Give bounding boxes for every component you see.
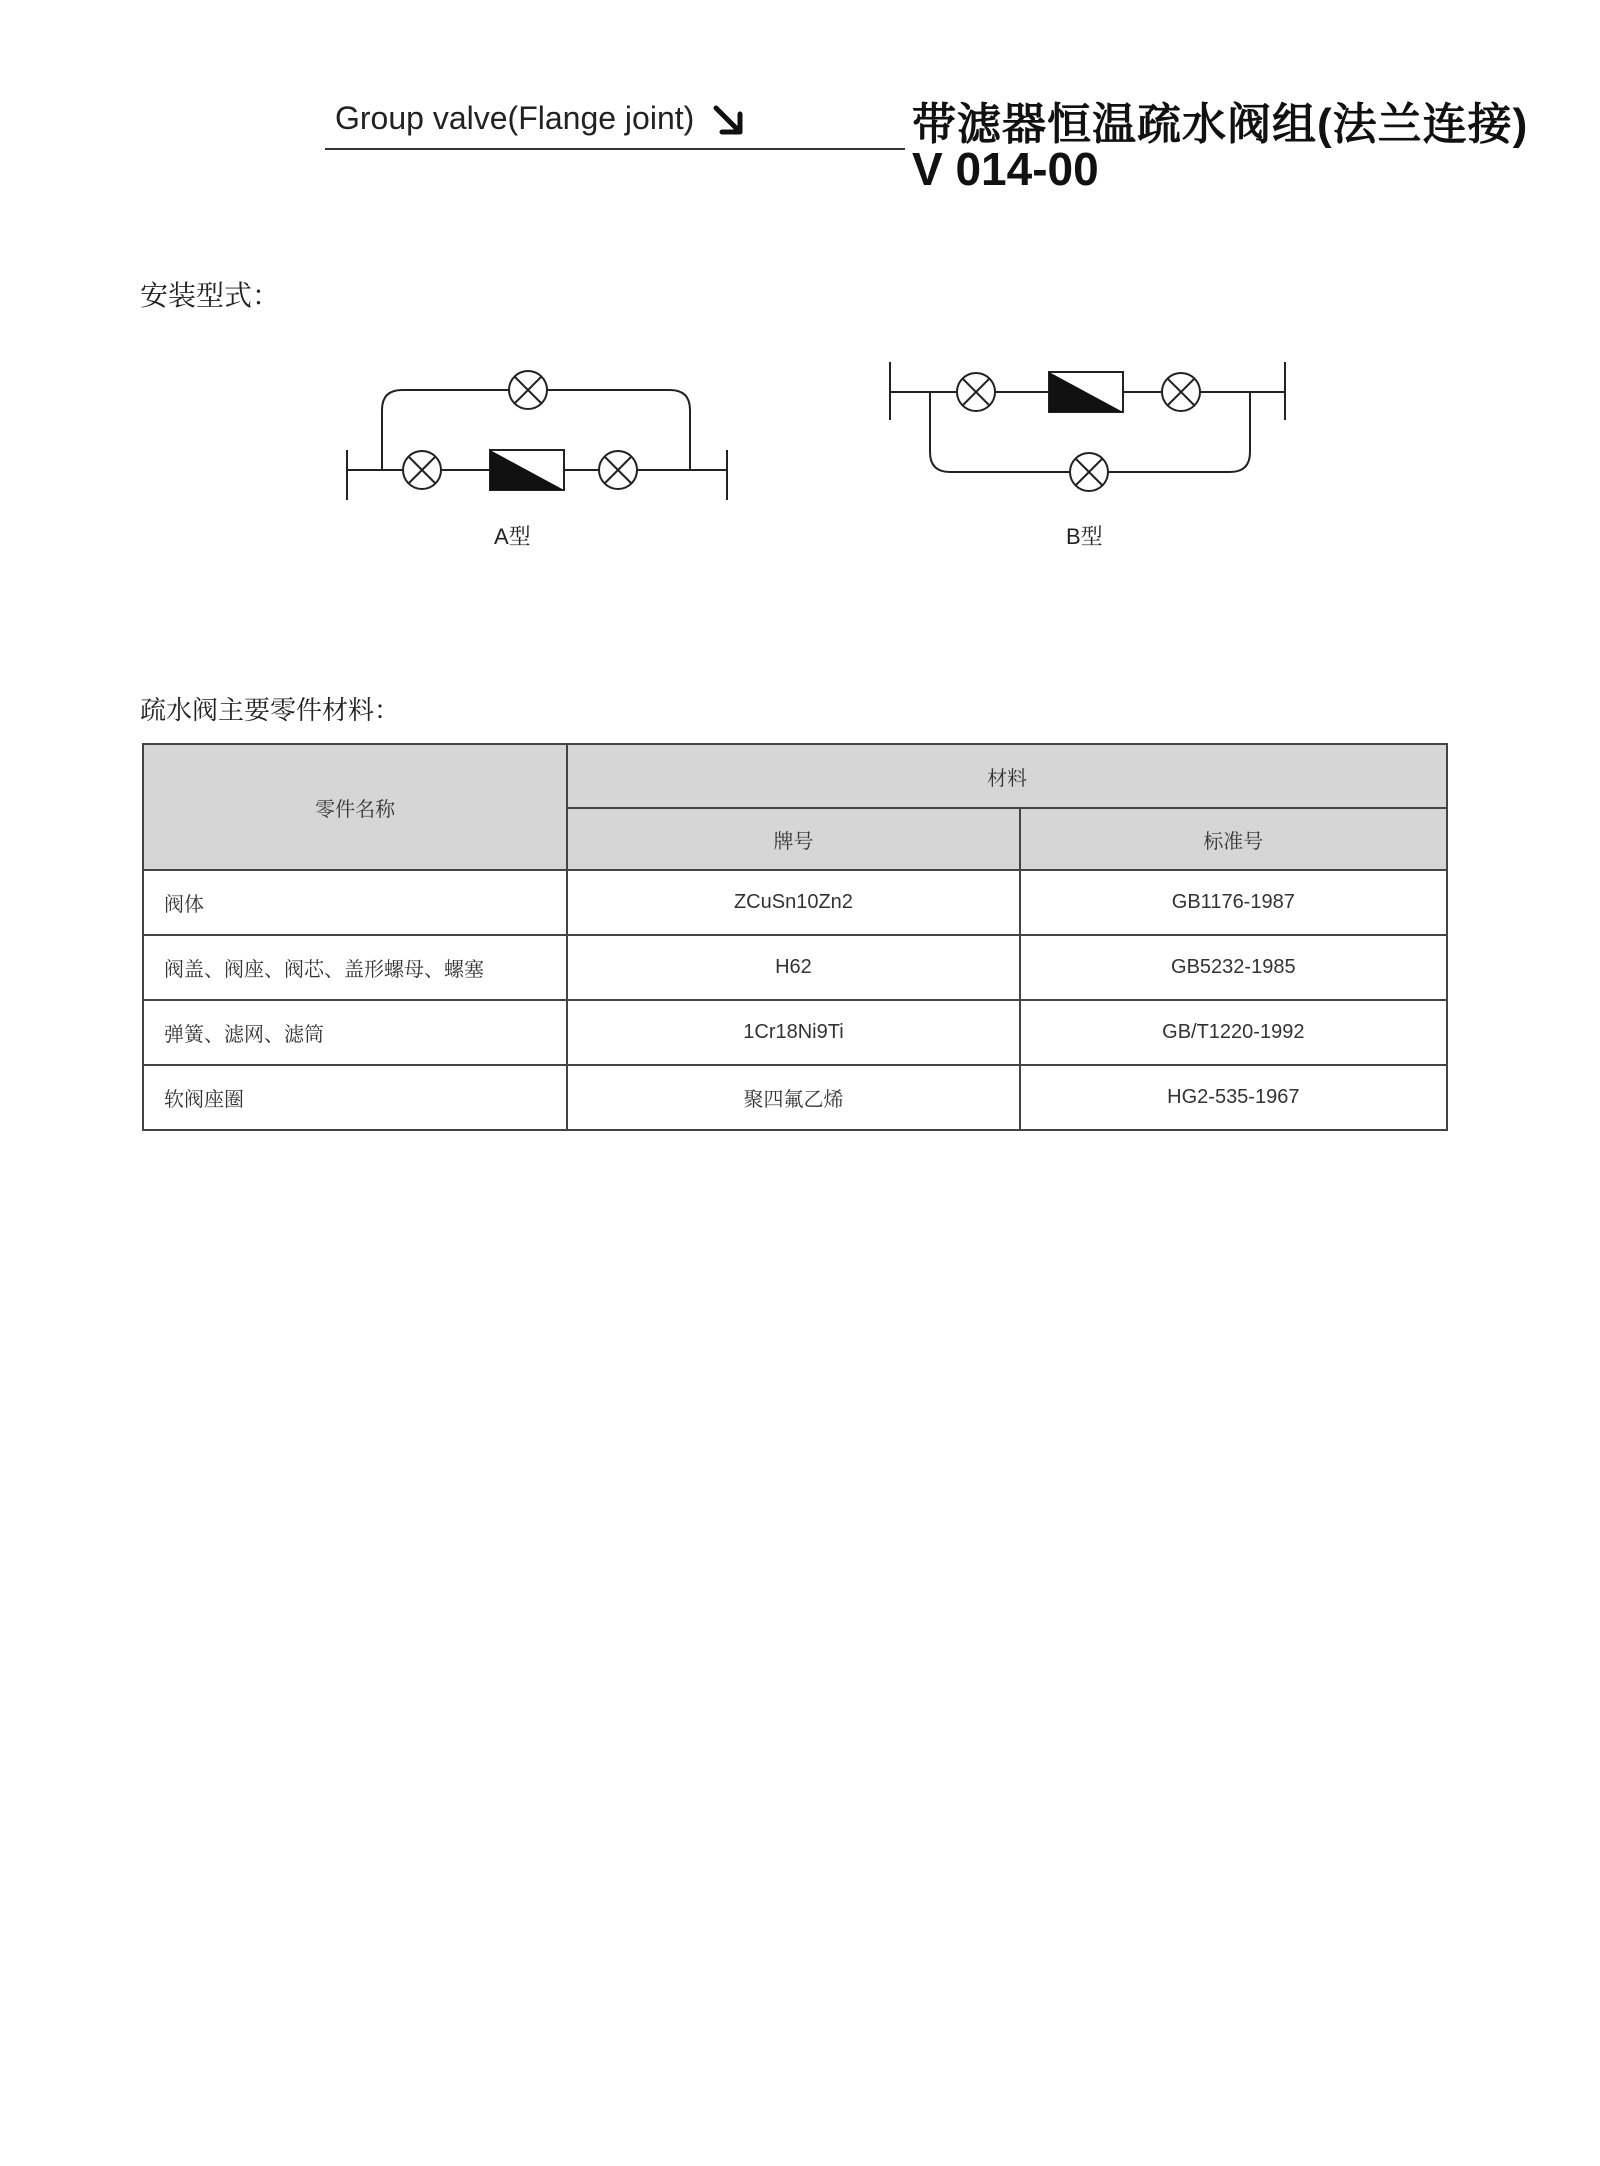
grade-cell: ZCuSn10Zn2 [567,870,1019,935]
header-grade: 牌号 [567,808,1019,870]
title-underline [325,148,905,150]
type-b-diagram [890,362,1285,491]
south-east-arrow-icon [712,104,748,140]
subtitle-english: Group valve(Flange joint) [335,100,695,136]
type-a-diagram [347,371,727,500]
part-name-cell: 弹簧、滤网、滤筒 [143,1000,567,1065]
installation-diagram [330,350,1330,560]
header-material: 材料 [567,744,1447,808]
model-number: V 014-00 [912,143,1099,195]
grade-cell: 聚四氟乙烯 [567,1065,1019,1130]
page-title: 带滤器恒温疏水阀组(法兰连接) [912,100,1529,149]
materials-table [142,743,1448,1131]
table-row [143,935,1447,1000]
standard-cell: HG2-535-1967 [1020,1065,1447,1130]
part-name-cell: 阀体 [143,870,567,935]
part-name-cell: 软阀座圈 [143,1065,567,1130]
table-row [143,1065,1447,1130]
table-row [143,870,1447,935]
grade-cell: H62 [567,935,1019,1000]
standard-cell: GB1176-1987 [1020,870,1447,935]
standard-cell: GB/T1220-1992 [1020,1000,1447,1065]
standard-cell: GB5232-1985 [1020,935,1447,1000]
table-row [143,1000,1447,1065]
type-b-label: B型 [1066,524,1103,549]
header-standard: 标准号 [1020,808,1447,870]
header-part-name: 零件名称 [143,744,567,870]
installation-label: 安装型式： [140,280,281,311]
type-a-label: A型 [494,524,531,549]
materials-label: 疏水阀主要零件材料： [140,695,401,725]
grade-cell: 1Cr18Ni9Ti [567,1000,1019,1065]
part-name-cell: 阀盖、阀座、阀芯、盖形螺母、螺塞 [143,935,567,1000]
